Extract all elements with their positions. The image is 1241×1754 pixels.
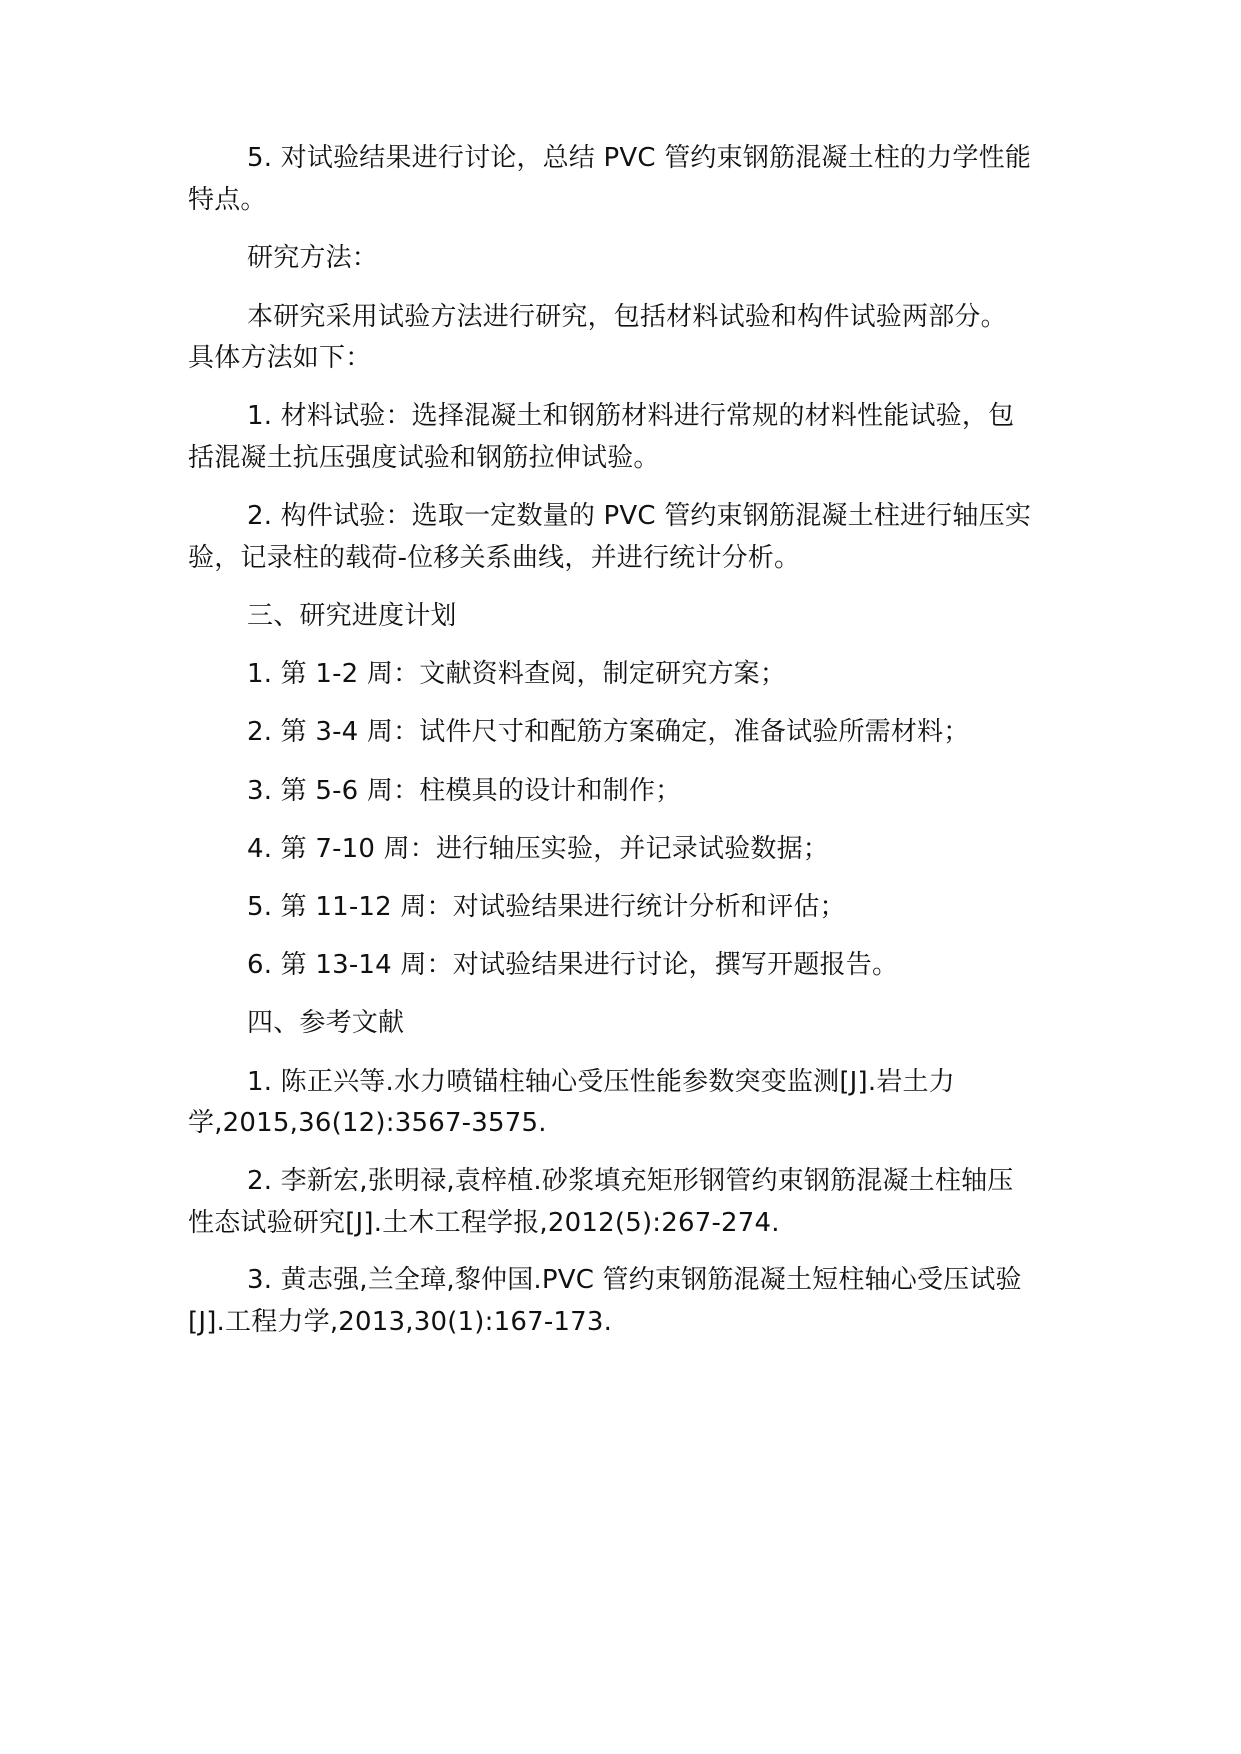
text-line: 括混凝土抗压强度试验和钢筋拉伸试验。	[188, 443, 660, 473]
section-heading: 四、参考文献	[247, 1008, 405, 1038]
text-line: 验，记录柱的载荷-位移关系曲线，并进行统计分析。	[188, 543, 801, 573]
reference-item: [J].工程力学,2013,30(1):167-173.	[188, 1307, 613, 1337]
reference-item: 1. 陈正兴等.水力喷锚柱轴心受压性能参数突变监测[J].岩土力	[247, 1067, 955, 1097]
schedule-item: 5. 第 11-12 周：对试验结果进行统计分析和评估；	[247, 892, 846, 922]
reference-item: 2. 李新宏,张明禄,袁梓植.砂浆填充矩形钢管约束钢筋混凝土柱轴压	[247, 1166, 1014, 1196]
schedule-item: 1. 第 1-2 周：文献资料查阅，制定研究方案；	[247, 659, 787, 689]
text-line: 2. 构件试验：选取一定数量的 PVC 管约束钢筋混凝土柱进行轴压实	[247, 501, 1032, 531]
text-line: 特点。	[188, 185, 267, 215]
section-heading: 三、研究进度计划	[247, 601, 457, 631]
text-line: 本研究采用试验方法进行研究，包括材料试验和构件试验两部分。	[247, 302, 1007, 332]
text-line: 5. 对试验结果进行讨论，总结 PVC 管约束钢筋混凝土柱的力学性能	[247, 143, 1032, 173]
reference-item: 性态试验研究[J].土木工程学报,2012(5):267-274.	[188, 1208, 780, 1238]
reference-item: 学,2015,36(12):3567-3575.	[188, 1108, 547, 1138]
text-line: 具体方法如下：	[188, 343, 372, 373]
schedule-item: 4. 第 7-10 周：进行轴压实验，并记录试验数据；	[247, 834, 830, 864]
schedule-item: 6. 第 13-14 周：对试验结果进行讨论，撰写开题报告。	[247, 950, 899, 980]
schedule-item: 2. 第 3-4 周：试件尺寸和配筋方案确定，准备试验所需材料；	[247, 717, 970, 747]
reference-item: 3. 黄志强,兰全璋,黎仲国.PVC 管约束钢筋混凝土短柱轴心受压试验	[247, 1265, 1022, 1295]
section-label: 研究方法：	[247, 243, 379, 273]
schedule-item: 3. 第 5-6 周：柱模具的设计和制作；	[247, 776, 682, 806]
text-line: 1. 材料试验：选择混凝土和钢筋材料进行常规的材料性能试验，包	[247, 401, 1015, 431]
